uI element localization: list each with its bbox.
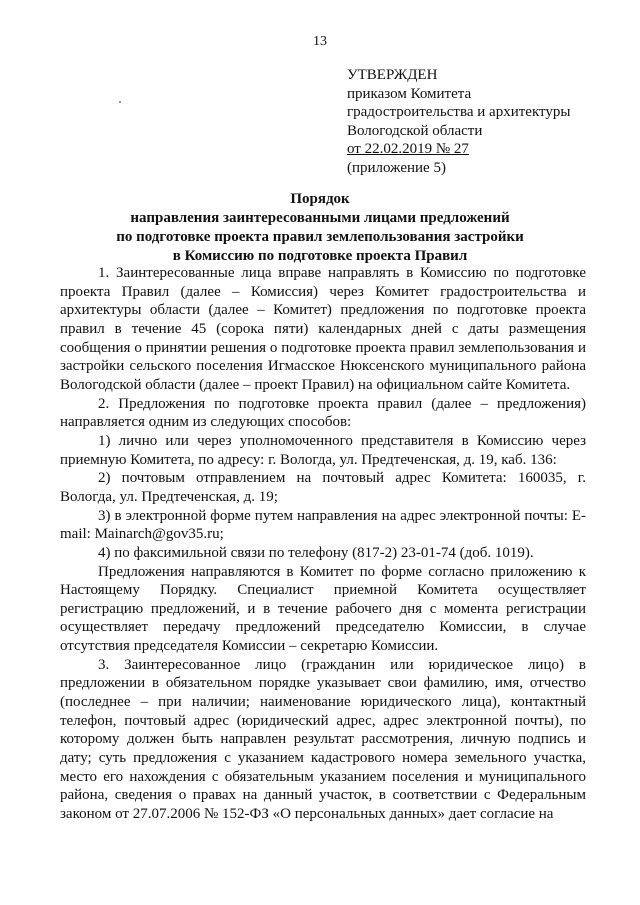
page-number: 13 <box>313 34 327 49</box>
paragraph-method-1: 1) лично или через уполномоченного представителя в Комиссию через приемную Комитета, по адресу: г. Вологда, ул. Предтеченская, д. 19, каб. 136: <box>60 432 586 468</box>
title-line-3: по подготовке проекта правил землепользования застройки <box>116 229 524 245</box>
title-line-4: в Комиссию по подготовке проекта Правил <box>172 248 468 264</box>
approval-date-number: от 22.02.2019 № 27 <box>347 141 469 158</box>
paragraph-method-2: 2) почтовым отправлением на почтовый адрес Комитета: 160035, г. Вологда, ул. Предтеченская, д. 19; <box>60 470 586 505</box>
approval-heading: УТВЕРЖДЕН <box>347 67 438 83</box>
paragraph-2: 2. Предложения по подготовке проекта правил (далее – предложения) направляется одним из следующих способов: <box>60 395 586 431</box>
approval-order-line: приказом Комитета <box>347 85 472 102</box>
paragraph-3: 3. Заинтересованное лицо (гражданин или юридическое лицо) в предложении в обязательном порядке указывает свои фамилию, имя, отчество (последнее – при наличии; наименование юридического лица), контактный телефон, почтовый адрес (юридический адрес, адрес электронной почты), по которому должен быть направлен результат рассмотрения, личную подпись и дату; суть предложения с указанием кадастрового номера земельного участка, место его нахождения с обязательным указанием поселения и муниципального района, сведения о правах на данный участок, в соответствии с Федеральным законом от 27.07.2006 № 152-ФЗ «О персональных данных» дает согласие на <box>60 656 586 823</box>
title-line-2: направления заинтересованными лицами предложений <box>130 210 510 226</box>
approval-region-line: Вологодской области <box>347 122 483 139</box>
paragraph-submission: Предложения направляются в Комитет по форме согласно приложению к Настоящему Порядку. Специалист приемной Комитета осуществляет регистрацию предложений, и в течение рабочего дня с момента регистрации осуществляет передачу предложений председателю Комиссии, в случае отсутствия председателя Комиссии – секретарю Комиссии. <box>60 563 586 655</box>
paragraph-method-3: 3) в электронной форме путем направления на адрес электронной почты: E-mail: Mainarch@gov35.ru; <box>60 507 586 543</box>
document-title <box>60 190 580 266</box>
paragraph-method-4: 4) по факсимильной связи по телефону (817-2) 23-01-74 (доб. 1019). <box>98 544 534 561</box>
title-line-1: Порядок <box>290 191 350 207</box>
scan-speck <box>119 101 121 103</box>
approval-stamp-block <box>347 66 570 178</box>
document-body <box>60 264 586 824</box>
paragraph-1: 1. Заинтересованные лица вправе направлять в Комиссию по подготовке проекта Правил (далее – Комиссия) через Комитет градостроительства и архитектуры области (далее – Комитет) предложения по подготовке проекта правил в течение 45 (сорока пяти) календарных дней с даты размещения сообщения о принятии решения о подготовке проекта правил землепользования и застройки сельского поселения Игмасское Нюксенского муниципального района Вологодской области (далее – проект Правил) на официальном сайте Комитета. <box>60 265 586 393</box>
approval-appendix-line: (приложение 5) <box>347 159 446 176</box>
approval-committee-line: градостроительства и архитектуры <box>347 104 571 121</box>
